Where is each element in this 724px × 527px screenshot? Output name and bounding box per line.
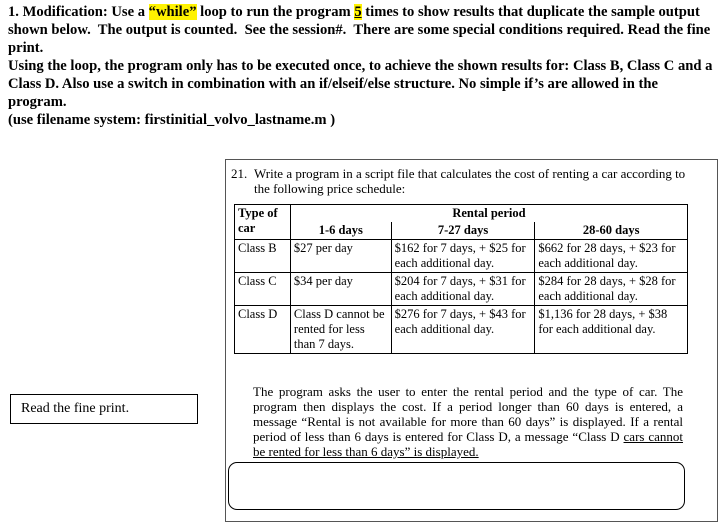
instruction-paragraph-1: [8, 3, 720, 57]
period-header: 1-6 days: [290, 222, 391, 240]
rate-cell: $27 per day: [290, 240, 391, 273]
instruction-text: loop to run the program: [196, 4, 355, 20]
answer-box[interactable]: [228, 462, 685, 510]
rate-cell: $204 for 7 days, + $31 for each additional day.: [391, 273, 535, 306]
instruction-text: See the session#.: [240, 22, 347, 38]
exercise-prompt: [231, 166, 689, 196]
table-header-row: [235, 205, 688, 223]
instruction-text: times to show results that duplicate the sample output shown below.: [8, 4, 700, 38]
exercise-prompt-text: Write a program in a script file that calculates the cost of renting a car according to the following price schedule:: [254, 166, 686, 196]
instruction-text: There are some special conditions required. Read the fine print.: [8, 22, 711, 56]
while-highlight: “while”: [148, 4, 197, 20]
table-subheader-row: [235, 222, 688, 240]
rate-cell: $1,136 for 28 days, + $38 for each additional day.: [535, 306, 688, 354]
exercise-number: 21.: [231, 166, 248, 181]
table-row: [235, 306, 688, 354]
rate-cell: $276 for 7 days, + $43 for each additional day.: [391, 306, 535, 354]
type-of-car-header: Type of car: [235, 205, 291, 240]
exercise-card: [225, 159, 718, 522]
rate-cell: Class D cannot be rented for less than 7 days.: [290, 306, 391, 354]
class-cell: Class C: [235, 273, 291, 306]
price-schedule-table: [234, 204, 688, 354]
table-row: [235, 240, 688, 273]
fine-print-note: Read the fine print.: [10, 394, 198, 424]
description-text: The program asks the user to enter the rental period and the type of car. The program then displays the cost. If a period longer than 60 days is entered, a message “Rental is not available for more than 60 days” is displayed. If a rental period of less than 6 days is entered for Class D, a message “Class D: [253, 384, 683, 444]
class-cell: Class D: [235, 306, 291, 354]
exercise-description: [253, 384, 683, 459]
rate-cell: $662 for 28 days, + $23 for each additional day.: [535, 240, 688, 273]
instruction-text: The output is counted.: [94, 22, 238, 38]
period-header: 7-27 days: [391, 222, 535, 240]
rental-period-header: Rental period: [290, 205, 687, 223]
rate-cell: $34 per day: [290, 273, 391, 306]
rate-cell: $162 for 7 days, + $25 for each additional day.: [391, 240, 535, 273]
run-count-highlight: 5: [354, 4, 362, 20]
class-cell: Class B: [235, 240, 291, 273]
table-row: [235, 273, 688, 306]
instruction-text: 1. Modification: Use a: [8, 4, 149, 20]
instruction-paragraph-2: Using the loop, the program only has to be executed once, to achieve the shown results for: Class B, Class C and a Class D. Also use a switch in combination with an if/elseif/else structure. No simple if’s are allowed in the program.: [8, 58, 713, 110]
description-text-end: cars cannot be rented for less than 6 days” is displayed.: [253, 429, 683, 459]
period-header: 28-60 days: [535, 222, 688, 240]
assignment-instructions: [8, 3, 720, 129]
rate-cell: $284 for 28 days, + $28 for each additional day.: [535, 273, 688, 306]
filename-instruction: (use filename system: firstinitial_volvo_lastname.m ): [8, 112, 336, 128]
